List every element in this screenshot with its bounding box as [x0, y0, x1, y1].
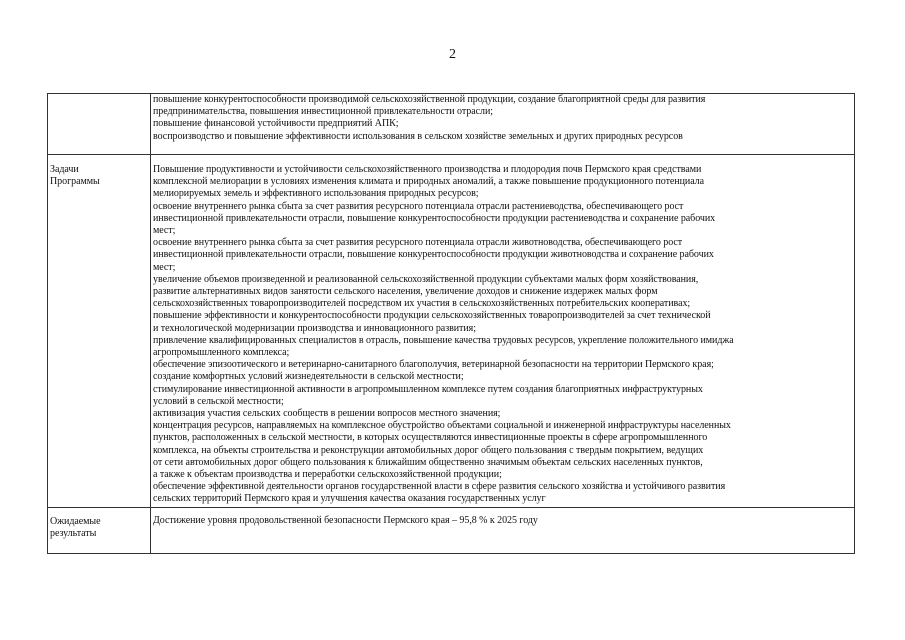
text-line: инвестиционной привлекательности отрасли, повышение конкурентоспособности продукции животноводства и сохранение рабочих: [153, 249, 714, 261]
row-label-line: результаты: [50, 527, 97, 539]
text-line: обеспечение эффективной деятельности органов государственной власти в сфере развития сельского хозяйства и устойчивого развития: [153, 481, 726, 493]
row-label: [48, 94, 151, 155]
text-line: инвестиционной привлекательности отрасли, повышение конкурентоспособности продукции растениеводства и сохранение рабочих: [153, 212, 716, 224]
row-content: [151, 507, 855, 553]
text-line: освоение внутреннего рынка сбыта за счет развития ресурсного потенциала отрасли животноводства, обеспечивающего рост: [153, 237, 683, 249]
text-line: воспроизводство и повышение эффективности использования в сельском хозяйстве земельных и других природных ресурсов: [153, 130, 683, 142]
text-line: сельскохозяйственных товаропроизводителей посредством их участия в сельскохозяйственных потребительских кооперативах;: [153, 298, 691, 310]
text-line: от сети автомобильных дорог общего пользования к ближайшим общественно значимым объектам сельских населенных пунктов,: [153, 456, 703, 468]
row-label-line: Программы: [50, 176, 100, 188]
row-label: [48, 155, 151, 508]
text-line: условий в сельской местности;: [153, 395, 284, 407]
text-line: обеспечение эпизоотического и ветеринарно-санитарного благополучия, ветеринарной безопасности на территории Пермского края;: [153, 359, 714, 371]
text-line: предпринимательства, повышения инвестиционной привлекательности отрасли;: [153, 106, 493, 118]
row-content: [151, 94, 855, 155]
text-line: стимулирование инвестиционной активности в агропромышленном комплексе путем создания благоприятных инфраструктурных: [153, 383, 703, 395]
text-line: Достижение уровня продовольственной безопасности Пермского края – 95,8 % к 2025 году: [153, 514, 538, 526]
text-line: мест;: [153, 225, 176, 237]
text-line: повышение финансовой устойчивости предприятий АПК;: [153, 118, 399, 130]
text-line: Повышение продуктивности и устойчивости сельскохозяйственного производства и плодородия почв Пермского края средствами: [153, 164, 702, 175]
program-table: [47, 93, 855, 554]
text-line: концентрация ресурсов, направляемых на комплексное обустройство объектами социальной и инженерной инфраструктуры населенных: [153, 420, 731, 432]
row-content: [151, 155, 855, 508]
text-line: комплексной мелиорации в условиях изменения климата и природных аномалий, а также повышение продукционного потенциала: [153, 176, 705, 188]
row-label-line: Задачи: [50, 164, 79, 175]
text-line: повышение конкурентоспособности производимой сельскохозяйственной продукции, создание благоприятной среды для развития: [153, 94, 706, 105]
text-line: пунктов, расположенных в сельской местности, в которых осуществляются инвестиционные проекты в сфере агропромышленного: [153, 432, 708, 444]
text-line: создание комфортных условий жизнедеятельности в сельской местности;: [153, 371, 464, 383]
table-row-tasks: [48, 155, 855, 508]
table-row-goals-continued: [48, 94, 855, 155]
row-label: [48, 507, 151, 553]
text-line: а также к объектам производства и переработки сельскохозяйственной продукции;: [153, 469, 502, 481]
text-line: агропромышленного комплекса;: [153, 347, 290, 359]
text-line: привлечение квалифицированных специалистов в отрасль, повышение качества трудовых ресурсов, укрепление положительного имиджа: [153, 334, 734, 346]
text-line: мест;: [153, 261, 176, 273]
row-label-line: Ожидаемые: [50, 515, 101, 527]
text-line: увеличение объемов произведенной и реализованной сельскохозяйственной продукции субъектами малых форм хозяйствования,: [153, 273, 699, 285]
text-line: развитие альтернативных видов занятости сельского населения, увеличение доходов и снижение издержек малых форм: [153, 286, 658, 298]
table-row-expected-results: [48, 507, 855, 553]
text-line: мелиорируемых земель и эффективного использования природных ресурсов;: [153, 188, 479, 200]
text-line: повышение эффективности и конкурентоспособности продукции сельскохозяйственных товаропроизводителей за счет технической: [153, 310, 711, 322]
text-line: освоение внутреннего рынка сбыта за счет развития ресурсного потенциала отрасли растениеводства, обеспечивающего рост: [153, 200, 684, 212]
text-line: активизация участия сельских сообществ в решении вопросов местного значения;: [153, 408, 501, 420]
page-number: 2: [449, 47, 456, 62]
text-line: сельских территорий Пермского края и улучшения качества оказания государственных услуг: [153, 493, 546, 505]
text-line: и технологической модернизации производства и инновационного развития;: [153, 322, 476, 334]
text-line: комплекса, на объекты строительства и реконструкции автомобильных дорог общего пользования с твердым покрытием, ведущих: [153, 444, 704, 456]
